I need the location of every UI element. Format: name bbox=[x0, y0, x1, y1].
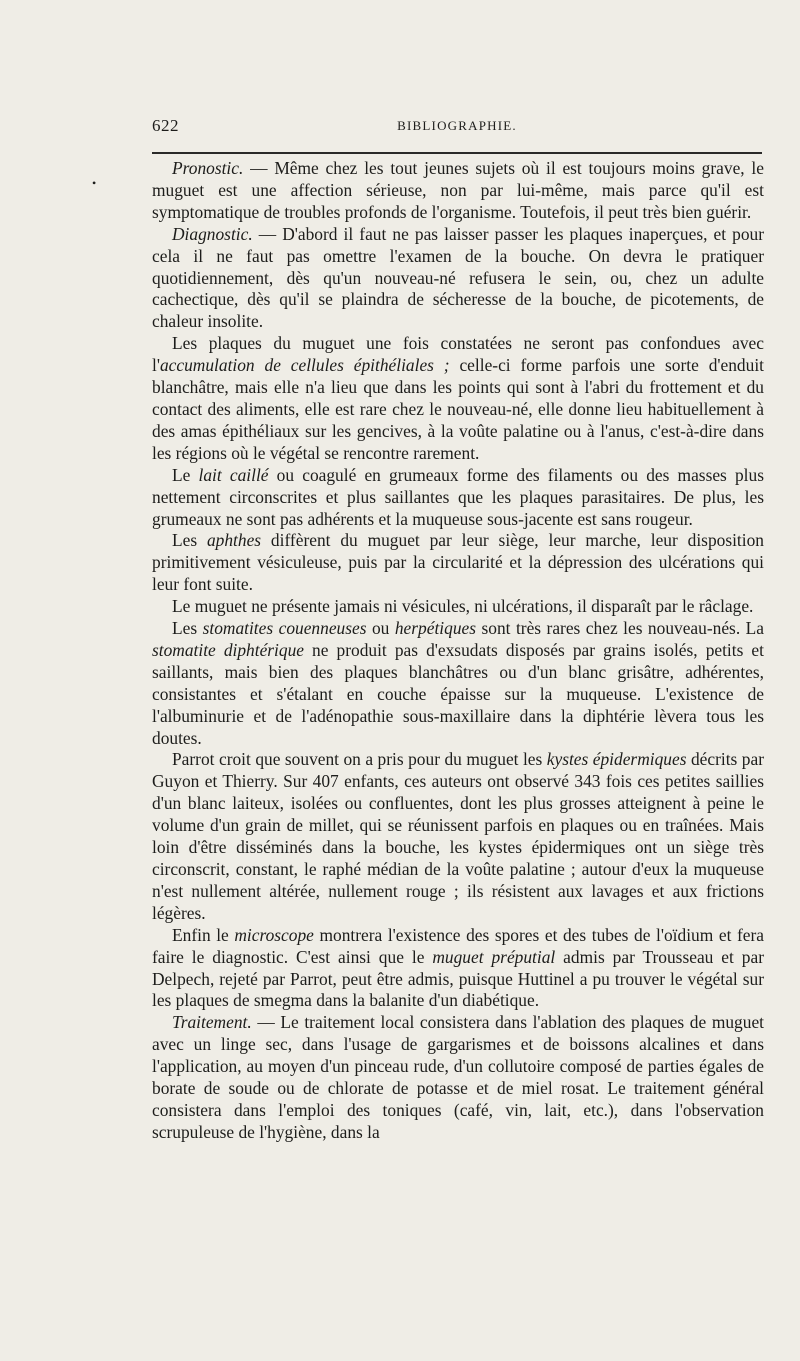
paragraph-kystes bbox=[152, 749, 764, 924]
paragraph-text: — Le traitement local consistera dans l'ablation des plaques de muguet avec un linge sec, dans l'usage de gargarismes et de boissons alcalines et dans l'application, au moyen d'un pinceau rude, d'un collutoire composé de parties égales de borate de soude ou de chlorate de potasse et de miel rosat. Le traitement général consistera dans l'emploi des toniques (café, vin, lait, etc.), dans l'observation scrupuleuse de l'hygiène, dans la bbox=[152, 1012, 764, 1142]
paragraph-text: montrera l'existence des spores et des tubes de l'oïdium et fera faire le diagnostic. C'est ainsi que le bbox=[152, 924, 764, 967]
paragraph-accumulation bbox=[152, 333, 764, 464]
paragraph-text: Enfin le bbox=[172, 924, 235, 945]
page-number: 622 bbox=[152, 116, 179, 135]
paragraph-text: Les bbox=[172, 618, 203, 639]
paragraph-text: Les bbox=[172, 530, 207, 551]
paragraph-text: décrits par Guyon et Thierry. Sur 407 enfants, ces auteurs ont observé 343 fois ces petites saillies d'un blanc laiteux, isolées ou confluentes, dont les plus grosses atteignent à peine le volume d'un grain de millet, qui se réunissent parfois en plaques ou en traînées. Mais loin d'être disséminés dans la bouche, les kystes épidermiques ont un siège très circonscrit, constant, le raphé médian de la voûte palatine ; autour d'eux la muqueuse n'est nullement altérée, nullement rouge ; ils résistent aux lavages et aux frictions légères. bbox=[152, 749, 764, 923]
term-stomatite-diphterique: stomatite diphtérique bbox=[152, 639, 304, 660]
term-stomatites-couenneuses: stomatites couenneuses bbox=[202, 618, 367, 639]
paragraph-text: celle-ci forme parfois une sorte d'enduit blanchâtre, mais elle n'a lieu que dans les points qui sont à l'abri du frottement et du contact des aliments, elle est rare chez le nouveau-né, elle donne lieu habituellement à des amas épithéliaux sur les gencives, à la voûte palatine ou à l'anus, c'est-à-dire dans les régions où le végétal se rencontre rarement. bbox=[152, 355, 764, 463]
section-heading-traitement: Traitement. bbox=[172, 1012, 252, 1033]
paragraph-text: diffèrent du muguet par leur siège, leur marche, leur disposition primitivement vésiculeuse, puis par la circularité et la dépression des ulcérations qui leur font suite. bbox=[152, 530, 764, 595]
paragraph-text: Les plaques du muguet une fois constatées ne seront pas confondues avec l' bbox=[152, 333, 764, 376]
paragraph-text: Le muguet ne présente jamais ni vésicules, ni ulcérations, il disparaît par le râclage. bbox=[172, 596, 754, 617]
term-microscope: microscope bbox=[234, 924, 314, 945]
paragraph-traitement bbox=[152, 1012, 764, 1143]
section-heading-pronostic: Pronostic. bbox=[172, 158, 244, 178]
term-herpetiques: herpétiques bbox=[394, 618, 476, 639]
margin-mark: • bbox=[92, 176, 97, 190]
paragraph-text: ou coagulé en grumeaux forme des filaments ou des masses plus nettement circonscrites et plus saillantes que les plaques parasitaires. De plus, les grumeaux ne sont pas adhérents et la muqueuse sous-jacente est sans rougeur. bbox=[152, 464, 764, 529]
paragraph-text: — Même chez les tout jeunes sujets où il est toujours moins grave, le muguet est une affection sérieuse, non par lui-même, mais parce qu'il est symptomatique de troubles profonds de l'organisme. Toutefois, il peut très bien guérir. bbox=[152, 158, 764, 222]
paragraph-lait-caille bbox=[152, 465, 764, 531]
body-text bbox=[152, 158, 764, 1144]
paragraph-microscope bbox=[152, 925, 764, 1013]
paragraph-aphthes bbox=[152, 530, 764, 596]
paragraph-text: sont très rares chez les nouveau-nés. La bbox=[476, 618, 764, 639]
running-title: BIBLIOGRAPHIE. bbox=[397, 118, 517, 133]
paragraph-text: — D'abord il faut ne pas laisser passer les plaques inaperçues, et pour cela il ne faut pas omettre l'examen de la bouche. On devra le pratiquer quotidiennement, dès qu'un nouveau-né refusera le sein, ou, chez un adulte cachectique, dès qu'il se plaindra de sécheresse de la bouche, de picotements, de chaleur insolite. bbox=[152, 223, 764, 332]
term-kystes-epidermiques: kystes épidermiques bbox=[546, 749, 687, 770]
term-lait-caille: lait caillé bbox=[198, 464, 269, 485]
paragraph-text: Parrot croit que souvent on a pris pour du muguet les bbox=[172, 749, 547, 770]
paragraph-text: ou bbox=[366, 618, 395, 639]
term-aphthes: aphthes bbox=[206, 530, 262, 551]
paragraph-text: Le bbox=[172, 464, 199, 485]
paragraph-text: ne produit pas d'exsudats disposés par grains isolés, petits et saillants, mais bien des plaques blanchâtres ou d'un blanc grisâtre, adhérentes, consistantes et s'étalant en couche épaisse sur la muqueuse. L'existence de l'albuminurie et de l'adénopathie sous-maxillaire dans la diphtérie lèvera tous les doutes. bbox=[152, 639, 764, 748]
section-heading-diagnostic: Diagnostic. bbox=[172, 223, 253, 244]
term-muguet-preputial: muguet préputial bbox=[432, 946, 556, 967]
paragraph-diagnostic bbox=[152, 224, 764, 334]
term-accumulation: accumulation de cellules épithéliales ; bbox=[159, 355, 450, 376]
page-header bbox=[152, 116, 762, 142]
header-rule bbox=[152, 152, 762, 154]
paragraph-raclage bbox=[152, 596, 764, 618]
paragraph-text: admis par Trousseau et par Delpech, rejeté par Parrot, peut être admis, puisque Huttinel a pu trouver le végétal sur les plaques de smegma dans la balanite d'un diabétique. bbox=[152, 946, 764, 1011]
paragraph-pronostic bbox=[152, 158, 764, 224]
paragraph-stomatites bbox=[152, 618, 764, 749]
